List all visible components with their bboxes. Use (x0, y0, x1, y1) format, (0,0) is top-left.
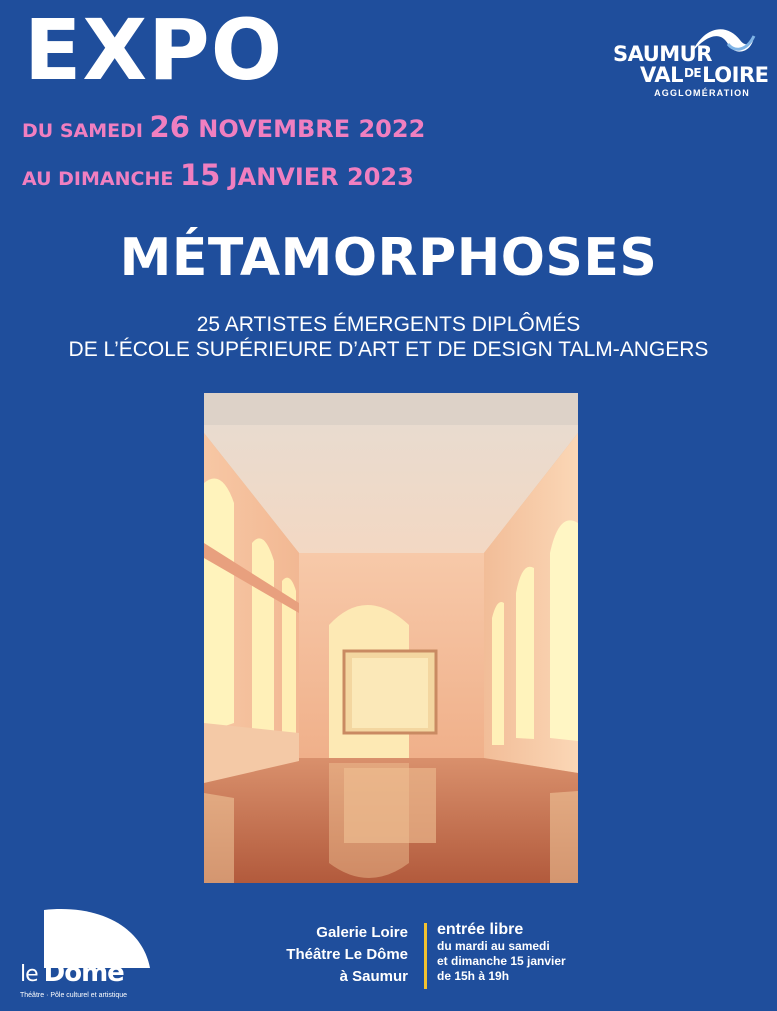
le-dome-tagline: Théâtre · Pôle culturel et artistique (20, 992, 127, 999)
opening-info (437, 920, 566, 984)
hours-line1: du mardi au samedi (437, 939, 550, 953)
subtitle-line1: 25 ARTISTES ÉMERGENTS DIPLÔMÉS (196, 313, 581, 336)
le-dome-logo (18, 906, 158, 1006)
hours-line2: et dimanche 15 janvier (437, 954, 566, 968)
le-dome-wordmark: le Dôme (20, 958, 124, 988)
logo-saumur-line1: SAUMUR (613, 42, 712, 66)
venue-line1: Galerie Loire (316, 924, 408, 941)
venue-line2: Théâtre Le Dôme (286, 946, 408, 963)
free-entry-label: entrée libre (437, 921, 524, 938)
expo-heading: EXPO (24, 1, 284, 99)
yellow-divider (424, 923, 427, 989)
saumur-val-de-loire-logo (608, 22, 769, 102)
venue-line3: à Saumur (339, 968, 408, 985)
subtitle-line2: DE L’ÉCOLE SUPÉRIEURE D’ART ET DE DESIGN TALM-ANGERS (68, 338, 709, 361)
exhibition-title: MÉTAMORPHOSES (119, 228, 658, 288)
gallery-photo (204, 393, 578, 883)
venue-block (200, 922, 408, 988)
logo-saumur-line2: $VAL^{DE}LOIRE$ (640, 63, 769, 87)
date-start: DU SAMEDI 26 NOVEMBRE 2022 (22, 110, 426, 144)
logo-saumur-line3: AGGLOMÉRATION (654, 88, 750, 98)
date-end: AU DIMANCHE 15 JANVIER 2023 (22, 158, 414, 192)
hours-line3: de 15h à 19h (437, 969, 510, 983)
exhibition-subtitle (0, 312, 777, 362)
